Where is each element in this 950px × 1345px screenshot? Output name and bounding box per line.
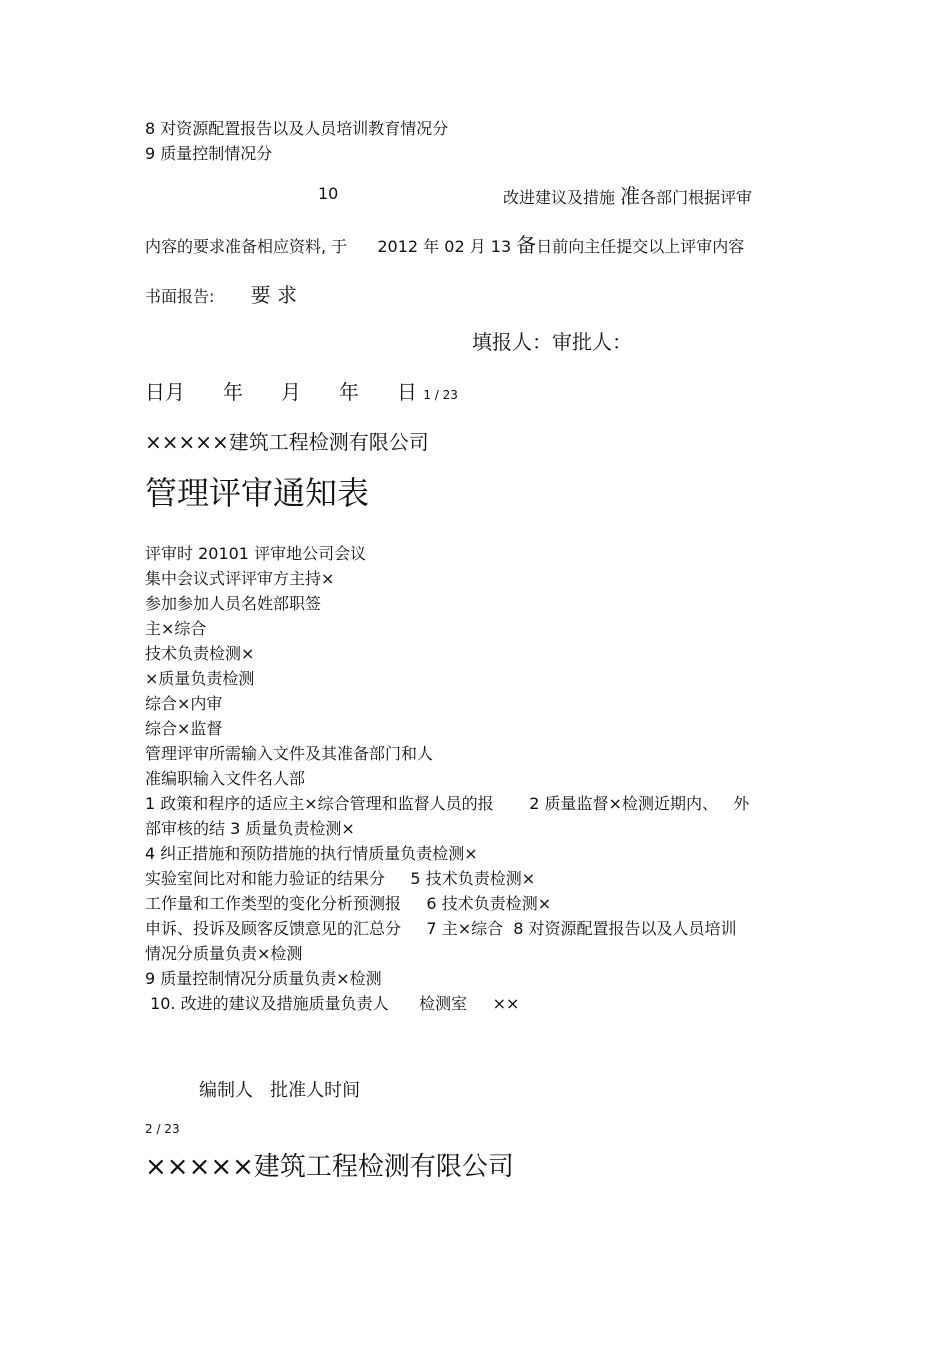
text-line	[145, 283, 297, 307]
requirement-text: 内容的要求准备相应资料, 于	[145, 237, 348, 256]
date-item: 日	[397, 380, 417, 404]
form-line: 申诉、投诉及顾客反馈意见的汇总分 7 主×综合 8 对资源配置报告以及人员培训	[145, 919, 737, 938]
item-text: 改进建议及措施	[503, 188, 616, 207]
form-line: 4 纠正措施和预防措施的执行情质量负责检测×	[145, 844, 478, 863]
form-line: 情况分质量负责×检测	[145, 944, 303, 963]
requirement-text: 日前向主任提交以上评审内容	[536, 237, 745, 256]
form-line: 评审时 20101 评审地公司会议	[145, 544, 367, 563]
requirement-text-large: 备	[516, 233, 537, 257]
text-line	[503, 184, 752, 208]
form-line: 部审核的结 3 质量负责检测×	[145, 819, 355, 838]
item-number: 10	[318, 184, 339, 203]
date-item: 年	[339, 380, 359, 404]
form-line: 9 质量控制情况分质量负责×检测	[145, 969, 382, 988]
date-item: 年	[223, 380, 243, 404]
form-line: 集中会议式评评审方主持×	[145, 569, 335, 588]
date-item: 日月	[145, 380, 185, 404]
form-line: 管理评审所需输入文件及其准备部门和人	[145, 744, 434, 763]
date-line	[145, 380, 458, 404]
page-number: 1 / 23	[423, 388, 458, 402]
form-line: 综合×内审	[145, 694, 223, 713]
requirement-text: 要 求	[250, 283, 297, 307]
form-line: 10. 改进的建议及措施质量负责人 检测室 ××	[145, 994, 520, 1013]
text-line: 8 对资源配置报告以及人员培训教育情况分	[145, 119, 449, 138]
signature-line: 填报人：审批人：	[472, 330, 632, 354]
requirement-date: 2012 年 02 月 13	[377, 237, 512, 256]
form-line: ×质量负责检测	[145, 669, 255, 688]
form-line: 实验室间比对和能力验证的结果分 5 技术负责检测×	[145, 869, 536, 888]
requirement-text: 书面报告:	[145, 287, 215, 306]
signature-line: 编制人 批准人时间	[199, 1080, 361, 1101]
text-line	[145, 233, 744, 257]
date-item: 月	[281, 380, 301, 404]
item-text: 各部门根据评审	[640, 188, 753, 207]
form-line: 参加参加人员名姓部职签	[145, 594, 322, 613]
form-line: 1 政策和程序的适应主×综合管理和监督人员的报 2 质量监督×检测近期内、 外	[145, 794, 750, 813]
text-line: 9 质量控制情况分	[145, 144, 273, 163]
form-line: 主×综合	[145, 619, 207, 638]
form-line: 工作量和工作类型的变化分析预测报 6 技术负责检测×	[145, 894, 552, 913]
form-line: 技术负责检测×	[145, 644, 255, 663]
company-name: ×××××建筑工程检测有限公司	[145, 430, 429, 454]
item-text-large: 准	[620, 184, 641, 208]
company-name: ×××××建筑工程检测有限公司	[145, 1152, 514, 1182]
page-title: 管理评审通知表	[145, 474, 370, 512]
page-number: 2 / 23	[145, 1122, 180, 1136]
form-line: 准编职输入文件名人部	[145, 769, 306, 788]
form-line: 综合×监督	[145, 719, 223, 738]
